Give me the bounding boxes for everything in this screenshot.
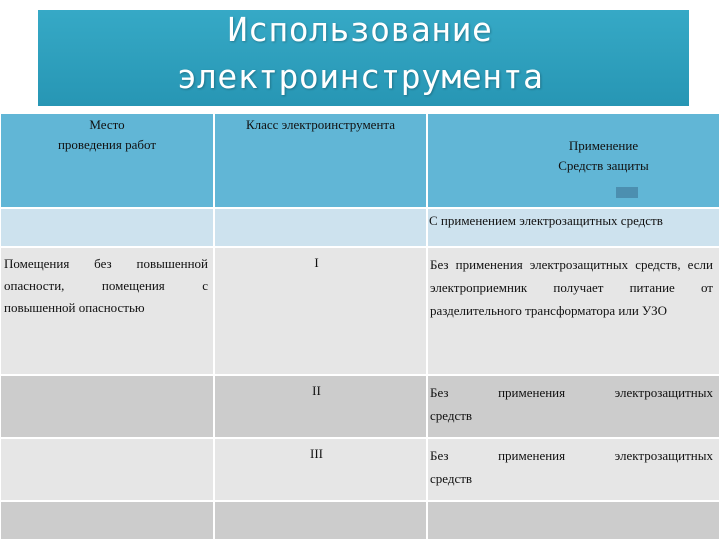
header-protection-label: Применение Средств защиты [558,138,649,173]
row-3-class [214,438,427,501]
subheader-label: С применением электрозащитных средств [429,213,663,228]
header-marker [616,187,638,198]
subheader-protection [427,208,720,247]
row-1-protection [427,247,720,375]
subheader-class [214,208,427,247]
row-4-class [214,501,427,540]
row-1-class [214,247,427,375]
row-2-class [214,375,427,438]
title-line-1: Использование [227,10,493,49]
row-3-protection [427,438,720,501]
row-1-class-text: I [314,255,319,270]
row-1-protection-text: Без применения электрозащитных средств, если электроприемник получает питание от разделительного трансформатора или УЗО [430,257,713,318]
header-protection [427,113,720,208]
row-3-class-text: III [310,446,323,461]
protection-table [0,113,720,540]
row-1-place [0,247,214,375]
title-line-2: электроинструмента [176,57,544,96]
header-class-label: Класс электроинструмента [245,117,396,132]
row-2-class-text: II [312,383,321,398]
header-place-label: Место проведения работ [57,117,157,152]
row-4-protection [427,501,720,540]
row-2-place [0,375,214,438]
header-class [214,113,427,208]
row-2-protection [427,375,720,438]
row-3-place [0,438,214,501]
row-4-place [0,501,214,540]
row-3-protection-text: Без применения электрозащитных средств [430,448,713,486]
header-place [0,113,214,208]
slide-title [0,0,720,106]
row-1-place-text: Помещения без повышенной опасности, помещения с повышенной опасностью [4,256,208,315]
subheader-place [0,208,214,247]
row-2-protection-text: Без применения электрозащитных средств [430,385,713,423]
